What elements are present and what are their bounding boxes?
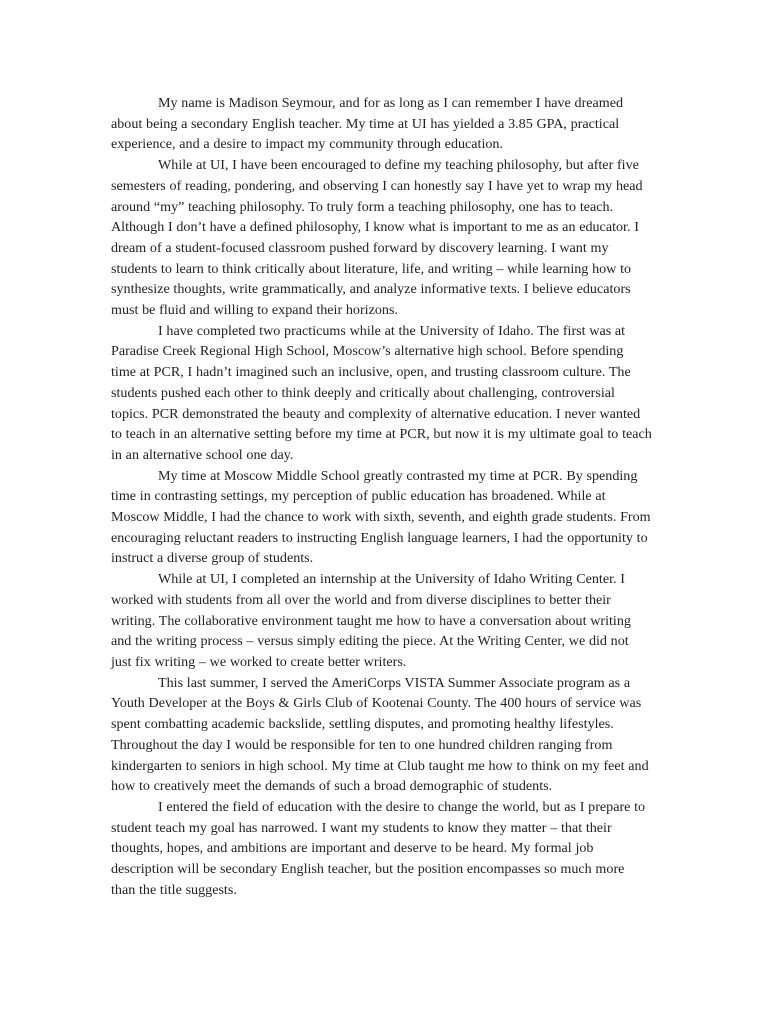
- paragraph-intro: My name is Madison Seymour, and for as long as I can remember I have dreamed about being a secondary English teacher. My time at UI has yielded a 3.85 GPA, practical experience, and a desire to impact my community through education.: [111, 95, 624, 153]
- paragraph-conclusion: I entered the field of education with the desire to change the world, but as I prepare to student teach my goal has narrowed. I want my students to know they matter – that their thoughts, hopes, and ambitions are important and deserve to be heard. My formal job description will be secondary English teacher, but the position encompasses so much more than the title suggests.: [111, 798, 646, 898]
- document-body: [111, 93, 652, 900]
- paragraph-philosophy: While at UI, I have been encouraged to define my teaching philosophy, but after five semesters of reading, pondering, and observing I can honestly say I have yet to wrap my head around “my” teaching philosophy. To truly form a teaching philosophy, one has to teach. Although I don’t have a defined philosophy, I know what is important to me as an educator. I dream of a student-focused classroom pushed forward by discovery learning. I want my students to learn to think critically about literature, life, and writing – while learning how to synthesize thoughts, write grammatically, and analyze informative texts. I believe educators must be fluid and willing to expand their horizons.: [111, 157, 643, 319]
- paragraph-practicums: I have completed two practicums while at the University of Idaho. The first was at Paradise Creek Regional High School, Moscow’s alternative high school. Before spending time at PCR, I hadn’t imagined such an inclusive, open, and trusting classroom culture. The students pushed each other to think deeply and critically about challenging, controversial topics. PCR demonstrated the beauty and complexity of alternative education. I never wanted to teach in an alternative setting before my time at PCR, but now it is my ultimate goal to teach in an alternative school one day.: [111, 322, 652, 463]
- paragraph-americorps: This last summer, I served the AmeriCorps VISTA Summer Associate program as a Youth Developer at the Boys & Girls Club of Kootenai County. The 400 hours of service was spent combatting academic backslide, settling disputes, and promoting healthy lifestyles. Throughout the day I would be responsible for ten to one hundred children ranging from kindergarten to seniors in high school. My time at Club taught me how to think on my feet and how to creatively meet the demands of such a broad demographic of students.: [111, 674, 649, 795]
- paragraph-moscow-middle: My time at Moscow Middle School greatly contrasted my time at PCR. By spending time in contrasting settings, my perception of public education has broadened. While at Moscow Middle, I had the chance to work with sixth, seventh, and eighth grade students. From encouraging reluctant readers to instructing English language learners, I had the opportunity to instruct a diverse group of students.: [111, 467, 651, 567]
- paragraph-writing-center: While at UI, I completed an internship at the University of Idaho Writing Center. I worked with students from all over the world and from diverse disciplines to better their writing. The collaborative environment taught me how to have a conversation about writing and the writing process – versus simply editing the piece. At the Writing Center, we did not just fix writing – we worked to create better writers.: [111, 571, 631, 670]
